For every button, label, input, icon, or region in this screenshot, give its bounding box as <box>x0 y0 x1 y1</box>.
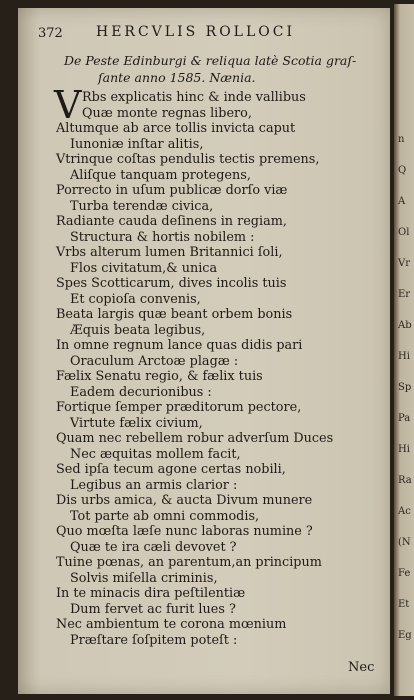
poem-line: Turba terendæ civica, <box>70 198 214 214</box>
poem-line: Et copioſa convenis, <box>70 291 201 307</box>
facing-page-fragment: Ol <box>398 227 410 238</box>
poem-line: Dum fervet ac furit lues ? <box>70 601 236 617</box>
poem-line: Iunoniæ inſtar alitis, <box>70 136 204 152</box>
poem-line: In omne regnum lance quas didis pari <box>56 338 303 353</box>
poem-line: Sed ipſa tecum agone certas nobili, <box>56 462 286 477</box>
poem-line: Flos civitatum,& unica <box>70 260 218 276</box>
catchword: Nec <box>348 660 375 675</box>
poem-line: Oraculum Arctoæ plagæ : <box>70 353 239 369</box>
poem-line: In te minacis dira peſtilentiæ <box>56 586 246 601</box>
facing-page-edge <box>394 4 414 696</box>
facing-page-fragment: Hi <box>398 444 410 455</box>
running-title: HERCVLIS ROLLOCI <box>96 24 295 40</box>
poem-title-line-1: De Peste Edinburgi & reliqua latè Scotia graſ- <box>64 53 357 68</box>
facing-page-fragment: n <box>398 134 405 145</box>
poem-line: Quam nec rebellem robur adverſum Duces <box>56 431 334 446</box>
facing-page-fragment: Ra <box>398 475 412 486</box>
facing-page-fragment: Ab <box>398 320 412 331</box>
poem-line: Eadem decurionibus : <box>70 384 212 400</box>
facing-page-fragment: Eg <box>398 630 412 641</box>
poem-line: Nec æquitas mollem facit, <box>70 446 241 462</box>
poem-line: Quæ te ira cæli devovet ? <box>70 539 237 555</box>
poem-line: Virtute fælix civium, <box>70 415 203 431</box>
poem-line: Aliſque tanquam protegens, <box>70 167 251 183</box>
poem-line: Legibus an armis clarior : <box>70 477 238 493</box>
poem-line: Radiante cauda deſinens in regiam, <box>56 214 287 229</box>
poem-line: Fortique ſemper præditorum pectore, <box>56 400 302 415</box>
facing-page-fragment: Pa <box>398 413 411 424</box>
page-number: 372 <box>38 26 63 41</box>
facing-page-fragment: Et <box>398 599 410 610</box>
poem-line: Beata largis quæ beant orbem bonis <box>56 307 293 322</box>
poem-title <box>64 52 374 86</box>
poem-line: Fælix Senatu regio, & fælix tuis <box>56 369 263 384</box>
poem-line: Tot parte ab omni commodis, <box>70 508 260 524</box>
poem-line: Vtrinque coſtas pendulis tectis premens, <box>56 152 320 167</box>
poem-line: Altumque ab arce tollis invicta caput <box>56 121 296 136</box>
poem-line: Tuine pœnas, an parentum,an principum <box>56 555 322 570</box>
poem-line: Quæ monte regnas libero, <box>82 105 252 121</box>
facing-page-fragment: Fe <box>398 568 411 579</box>
facing-page-fragment: Hi <box>398 351 410 362</box>
poem-line: Nec ambientum te corona mœnium <box>56 617 287 632</box>
facing-page-fragment: A <box>398 196 406 207</box>
poem-line: Spes Scotticarum, dives incolis tuis <box>56 276 287 291</box>
poem-line: Structura & hortis nobilem : <box>70 229 255 245</box>
poem-line: Vrbs alterum lumen Britannici ſoli, <box>56 245 283 260</box>
poem-line: Quo mœſta læſe nunc laboras numine ? <box>56 524 313 539</box>
facing-page-fragment: Q <box>398 165 407 176</box>
poem-line: Rbs explicatis hinc & inde vallibus <box>82 90 306 105</box>
poem-line: Porrecto in uſum publicæ dorſo viæ <box>56 183 288 198</box>
facing-page-fragment: Sp <box>398 382 412 393</box>
facing-page-fragment: Er <box>398 289 411 300</box>
facing-page-fragment: Vr <box>398 258 411 269</box>
poem-line: Dis urbs amica, & aucta Divum munere <box>56 493 313 508</box>
poem-line: Solvis miſella criminis, <box>70 570 218 586</box>
facing-page-fragment: Ac <box>398 506 411 517</box>
poem-title-line-2: ſante anno 1585. Nænia. <box>98 70 256 85</box>
poem-line: Æquis beata legibus, <box>70 322 206 338</box>
drop-capital: V <box>54 83 82 127</box>
poem-line: Præſtare ſoſpitem poteſt : <box>70 632 238 648</box>
facing-page-fragment: (N <box>398 537 411 548</box>
